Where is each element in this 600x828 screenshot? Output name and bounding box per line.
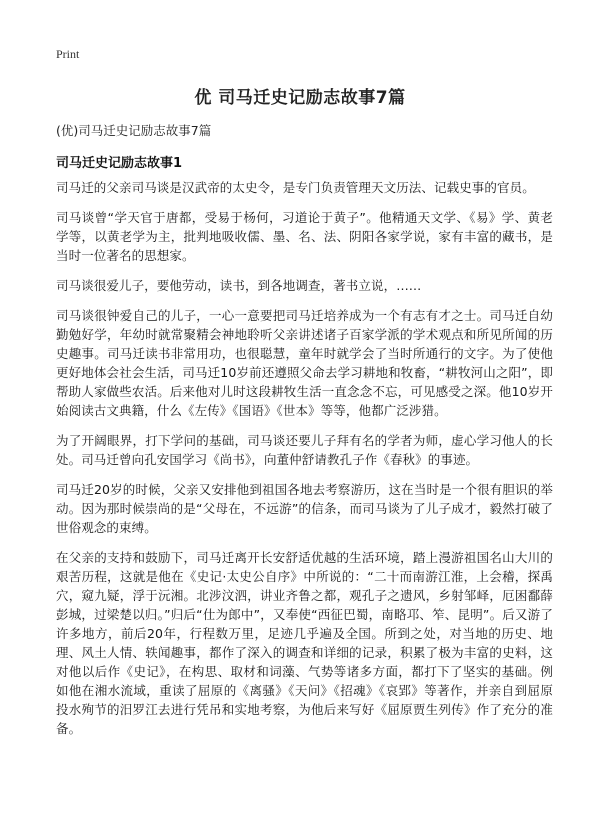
paragraph: 司马谈很钟爱自己的儿子，一心一意要把司马迁培养成为一个有志有才之士。司马迁自幼勤勉好学，年幼时就常聚精会神地聆听父亲讲述诸子百家学派的学术观点和所见所闻的历史趣事。司马迁读书非常用功，也很聪慧，童年时就学会了当时所通行的文字。为了使他更好地体会社会生活，司马迁10岁前还遵照父命去学习耕地和牧畜，“耕牧河山之阳”，即帮助人家做些农活。后来他对儿时这段耕牧生活一直念念不忘，可见感受之深。他10岁开始阅读古文典籍，什么《左传》《国语》《世本》等等，他都广泛涉猎。 — [56, 308, 553, 418]
paragraph: 司马谈很爱儿子，要他劳动，读书，到各地调查，著书立说，…… — [56, 278, 422, 293]
paragraph: 在父亲的支持和鼓励下，司马迁离开长安舒适优越的生活环境，踏上漫游祖国名山大川的艰苦历程，这就是他在《史记·太史公自序》中所说的：“二十而南游江淮，上会稽，探禹穴，窥九疑，浮于沅湘。北涉汶泗，讲业齐鲁之都，观孔子之遗风，乡射邹峄，厄困鄱薛彭城，过梁楚以归。”归后“仕为郎中”，又奉使“西征巴蜀，南略邛、笮、昆明”。后又游了许多地方，前后20年，行程数万里，足迹几乎遍及全国。所到之处，对当地的历史、地理、风土人情、轶闻趣事，都作了深入的调查和详细的记录，积累了极为丰富的史料，这对他以后作《史记》，在构思、取材和词藻、气势等诸多方面，都打下了坚实的基础。例如他在湘水流域，重读了屈原的《离骚》《天问》《招魂》《哀郢》等著作，并亲自到屈原投水殉节的汨罗江去进行凭吊和实地考察，为他后来写好《屈原贾生列传》作了充分的准备。 — [56, 550, 553, 736]
paragraph: 司马谈曾“学天官于唐都，受易于杨何，习道论于黄子”。他精通天文学、《易》学、黄老学等，以黄老学为主，批判地吸收儒、墨、名、法、阴阳各家学说，家有丰富的藏书，是当时一位著名的思想家。 — [56, 210, 553, 263]
document-title: 优 司马迁史记励志故事7篇 — [194, 88, 406, 108]
document-subtitle: (优)司马迁史记励志故事7篇 — [56, 123, 212, 138]
paragraph: 司马迁的父亲司马谈是汉武帝的太史令，是专门负责管理天文历法、记载史事的官员。 — [56, 180, 535, 195]
section-heading: 司马迁史记励志故事1 — [56, 156, 183, 171]
document-body — [56, 178, 553, 749]
paragraph: 为了开阔眼界，打下学问的基础，司马谈还要儿子拜有名的学者为师，虚心学习他人的长处。司马迁曾向孔安国学习《尚书》，向董仲舒请教孔子作《春秋》的事迹。 — [56, 433, 553, 467]
paragraph: 司马迁20岁的时候，父亲又安排他到祖国各地去考察游历，这在当时是一个很有胆识的举动。因为那时候崇尚的是“父母在，不远游”的信条，而司马谈为了儿子成才，毅然打破了世俗观念的束缚。 — [56, 482, 553, 535]
print-label: Print — [56, 47, 80, 61]
